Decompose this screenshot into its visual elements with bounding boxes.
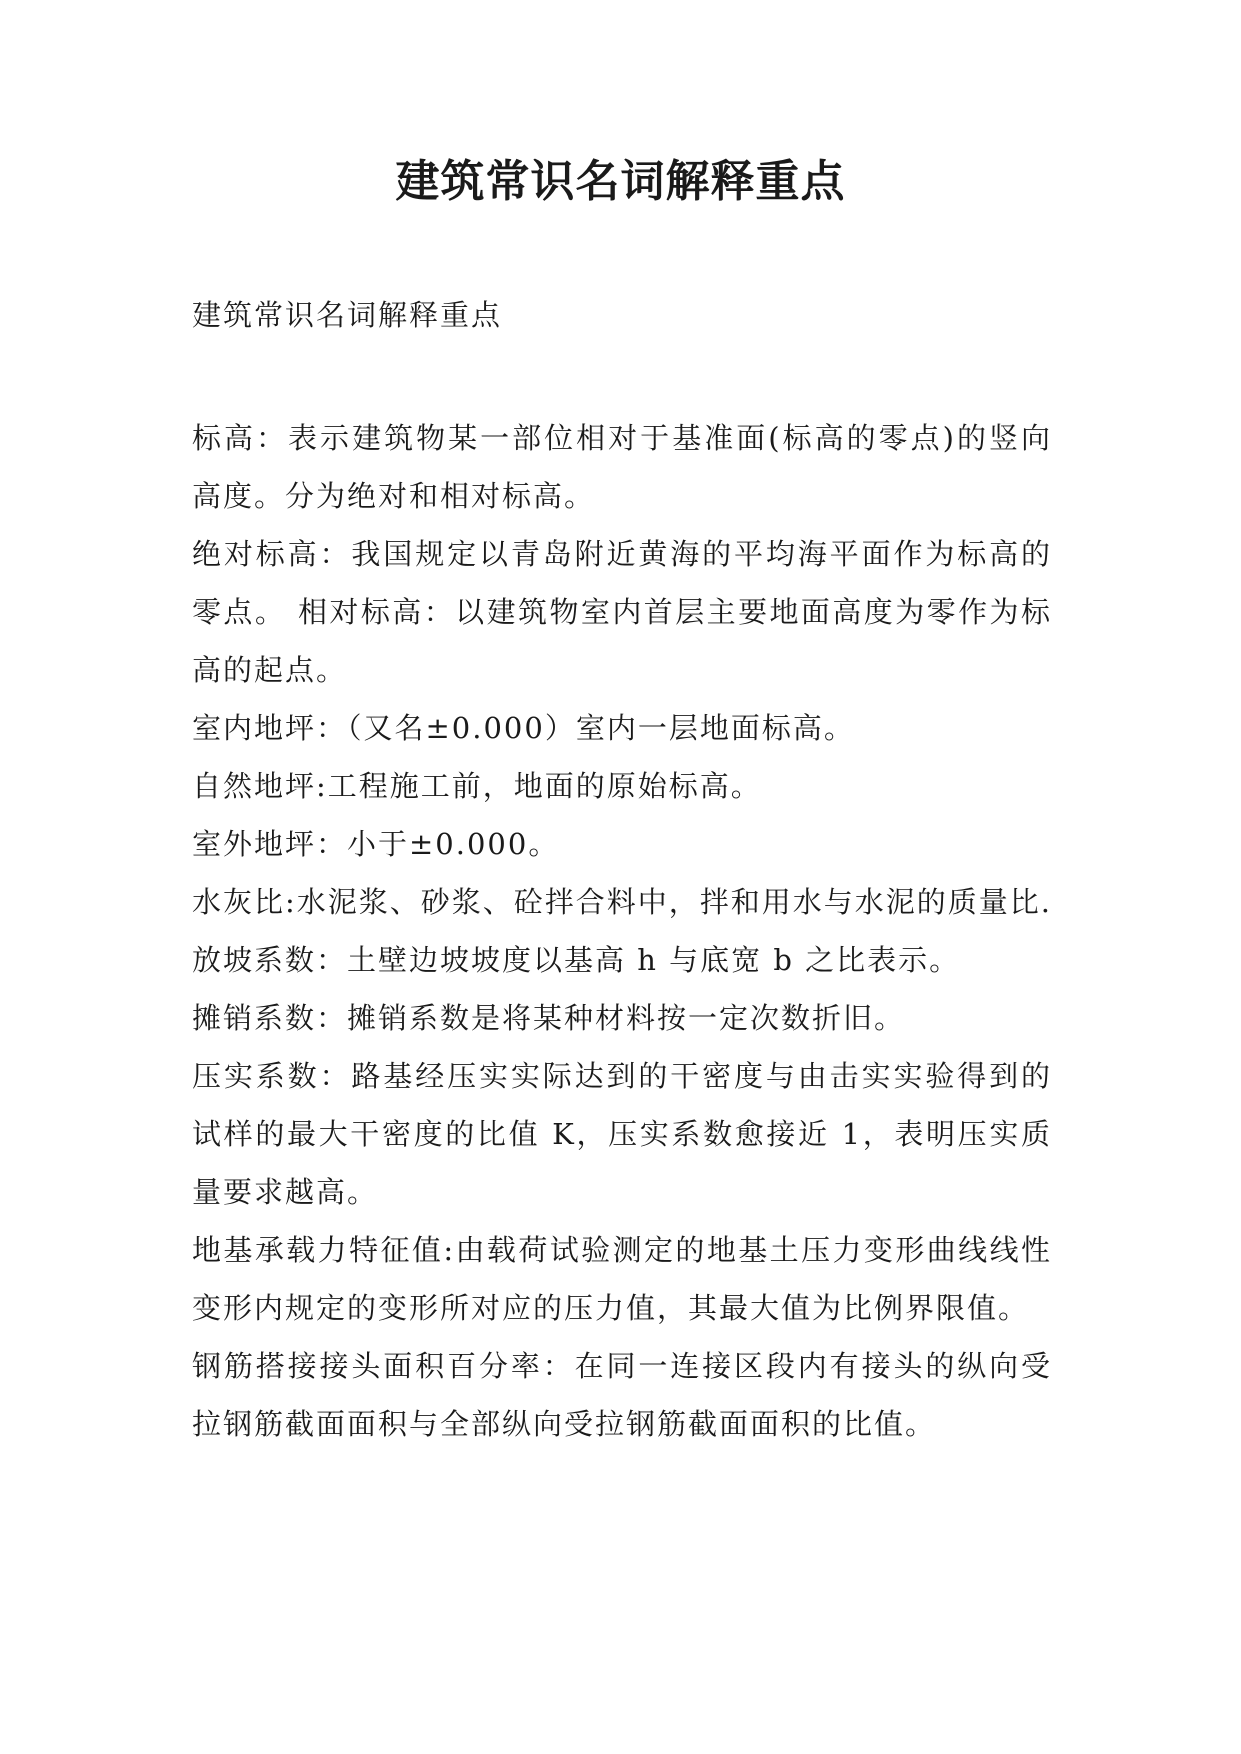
- paragraph-natural-ground: 自然地坪:工程施工前，地面的原始标高。: [192, 769, 762, 803]
- paragraph-lap-splice-percentage: 钢筋搭接接头面积百分率：在同一连接区段内有接头的纵向受拉钢筋截面面积与全部纵向受拉钢筋截面面积的比值。: [192, 1349, 1052, 1441]
- document-body: [192, 409, 1052, 1453]
- paragraph-slope-coefficient: 放坡系数：土壁边坡坡度以基高 h 与底宽 b 之比表示。: [192, 943, 961, 977]
- paragraph-absolute-elevation: 绝对标高：我国规定以青岛附近黄海的平均海平面作为标高的零点。 相对标高：以建筑物室内首层主要地面高度为零作为标高的起点。: [192, 537, 1052, 687]
- page-title: 建筑常识名词解释重点: [395, 156, 846, 207]
- paragraph-water-cement-ratio: 水灰比:水泥浆、砂浆、砼拌合料中，拌和用水与水泥的质量比.: [192, 885, 1052, 919]
- paragraph-amortization-coefficient: 摊销系数：摊销系数是将某种材料按一定次数折旧。: [192, 1001, 906, 1035]
- paragraph-bearing-capacity: 地基承载力特征值:由载荷试验测定的地基土压力变形曲线线性变形内规定的变形所对应的压力值，其最大值为比例界限值。: [192, 1233, 1052, 1325]
- paragraph-elevation: 标高：表示建筑物某一部位相对于基准面(标高的零点)的竖向高度。分为绝对和相对标高。: [192, 421, 1052, 513]
- document-subtitle: 建筑常识名词解释重点: [192, 298, 503, 332]
- paragraph-compaction-coefficient: 压实系数：路基经压实实际达到的干密度与由击实实验得到的试样的最大干密度的比值 K，压实系数愈接近 1，表明压实质量要求越高。: [192, 1059, 1052, 1209]
- paragraph-outdoor-ground: 室外地坪：小于±0.000。: [192, 827, 560, 861]
- paragraph-indoor-floor: 室内地坪：（又名±0.000）室内一层地面标高。: [192, 711, 855, 745]
